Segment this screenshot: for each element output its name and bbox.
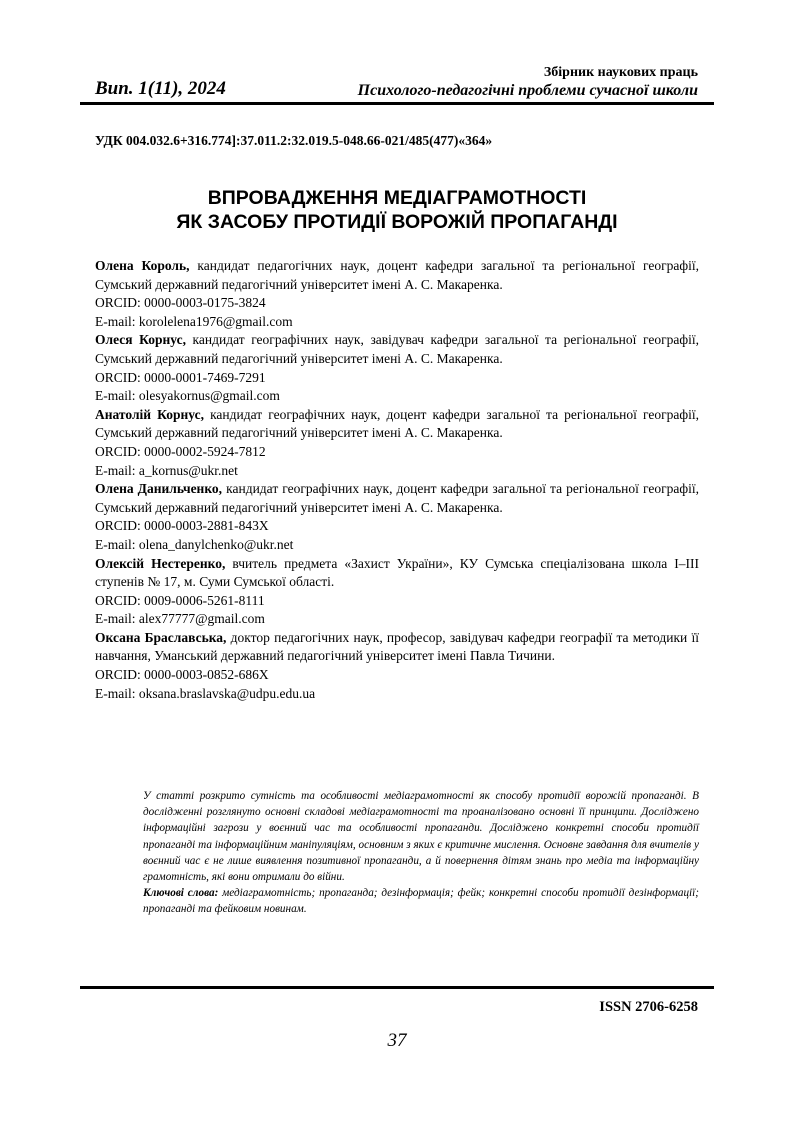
abstract <box>143 788 699 918</box>
author-description: кандидат географічних наук, доцент кафедри загальної та регіональної географії, Сумський державний педагогічний університет імені А. С. Макаренка. <box>95 406 699 441</box>
author-affiliation <box>95 257 699 294</box>
author-affiliation <box>95 480 699 517</box>
author-email: E-mail: olesyakornus@gmail.com <box>95 388 280 404</box>
author-orcid: ORCID: 0000-0001-7469-7291 <box>95 369 266 385</box>
collection-label: Збірник наукових праць <box>543 65 698 80</box>
author-orcid: ORCID: 0000-0003-0852-686X <box>95 667 269 683</box>
author-orcid: ORCID: 0009-0006-5261-8111 <box>95 592 265 608</box>
journal-title: Психолого-педагогічні проблеми сучасної школи <box>357 82 698 99</box>
abstract-text: У статті розкрито сутність та особливості медіаграмотності як способу протидії ворожій пропаганді. В дослідженні розглянуто основні складові медіаграмотності та проаналізовано основні її принципи. Досліджено інформаційні загрози у воєнний час та особливості пропаганди. Досліджено конкретні способи протидії пропаганді та інформаційним маніпуляціям, основним з яких є критичне мислення. Основне завдання для вчителів у воєнний час є не лише виявлення позитивної пропаганди, а й повернення дітям знань про медіа та інформаційну грамотність, які вони отримали до війни. <box>143 790 699 884</box>
author-block <box>95 406 699 480</box>
author-email: E-mail: olena_danylchenko@ukr.net <box>95 536 294 552</box>
journal-header <box>358 64 698 101</box>
title-line-1: ВПРОВАДЖЕННЯ МЕДІАГРАМОТНОСТІ <box>207 187 587 209</box>
author-block <box>95 257 699 331</box>
author-affiliation <box>95 331 699 368</box>
author-block <box>95 629 699 703</box>
udk-code: УДК 004.032.6+316.774]:37.011.2:32.019.5-048.66-021/485(477)«364» <box>95 133 493 148</box>
author-name: Олена Данильченко, <box>95 481 223 497</box>
author-name: Олеся Корнус, <box>95 332 186 348</box>
author-block <box>95 331 699 405</box>
author-email: E-mail: oksana.braslavska@udpu.edu.ua <box>95 685 316 701</box>
header-rule <box>80 102 714 105</box>
page-number: 37 <box>387 1030 407 1051</box>
issn-label: ISSN 2706-6258 <box>599 999 698 1015</box>
author-block <box>95 555 699 629</box>
title-line-2: ЯК ЗАСОБУ ПРОТИДІЇ ВОРОЖІЙ ПРОПАГАНДІ <box>176 211 618 233</box>
issue-label: Вип. 1(11), 2024 <box>95 78 226 99</box>
author-name: Олексій Нестеренко, <box>95 555 226 571</box>
author-name: Олена Король, <box>95 258 190 273</box>
authors-list <box>95 257 699 703</box>
footer-rule <box>80 986 714 989</box>
author-affiliation <box>95 406 699 443</box>
author-block <box>95 480 699 554</box>
author-description: доктор педагогічних наук, професор, завідувач кафедри географії та методики її навчання, Уманський державний педагогічний університет імені Павла Тичини. <box>95 629 699 664</box>
author-email: E-mail: korolelena1976@gmail.com <box>95 313 293 329</box>
author-email: E-mail: alex77777@gmail.com <box>95 611 265 627</box>
author-description: кандидат географічних наук, завідувач кафедри загальної та регіональної географії, Сумський державний педагогічний університет імені А. С. Макаренка. <box>95 332 699 366</box>
keywords <box>143 885 699 917</box>
keywords-label: Ключові слова: <box>143 887 219 900</box>
author-description: вчитель предмета «Захист України», КУ Сумська спеціалізована школа І–ІІІ ступенів № 17, м. Суми Сумської області. <box>95 555 699 590</box>
author-email: E-mail: a_kornus@ukr.net <box>95 462 238 478</box>
author-orcid: ORCID: 0000-0003-2881-843X <box>95 518 269 534</box>
keywords-list: медіаграмотність; пропаганда; дезінформація; фейк; конкретні способи протидії дезінформації; пропаганді та фейковим новинам. <box>143 887 699 916</box>
author-orcid: ORCID: 0000-0002-5924-7812 <box>95 443 266 459</box>
article-title <box>95 186 699 234</box>
author-name: Анатолій Корнус, <box>95 406 204 422</box>
author-orcid: ORCID: 0000-0003-0175-3824 <box>95 295 266 311</box>
author-name: Оксана Браславська, <box>95 629 227 645</box>
author-description: кандидат педагогічних наук, доцент кафедри загальної та регіональної географії, Сумський державний педагогічний університет імені А. С. Макаренка. <box>95 258 699 292</box>
author-description: кандидат географічних наук, доцент кафедри загальної та регіональної географії, Сумський державний педагогічний університет імені А. С. Макаренка. <box>95 481 699 515</box>
author-affiliation <box>95 629 699 666</box>
author-affiliation <box>95 555 699 592</box>
